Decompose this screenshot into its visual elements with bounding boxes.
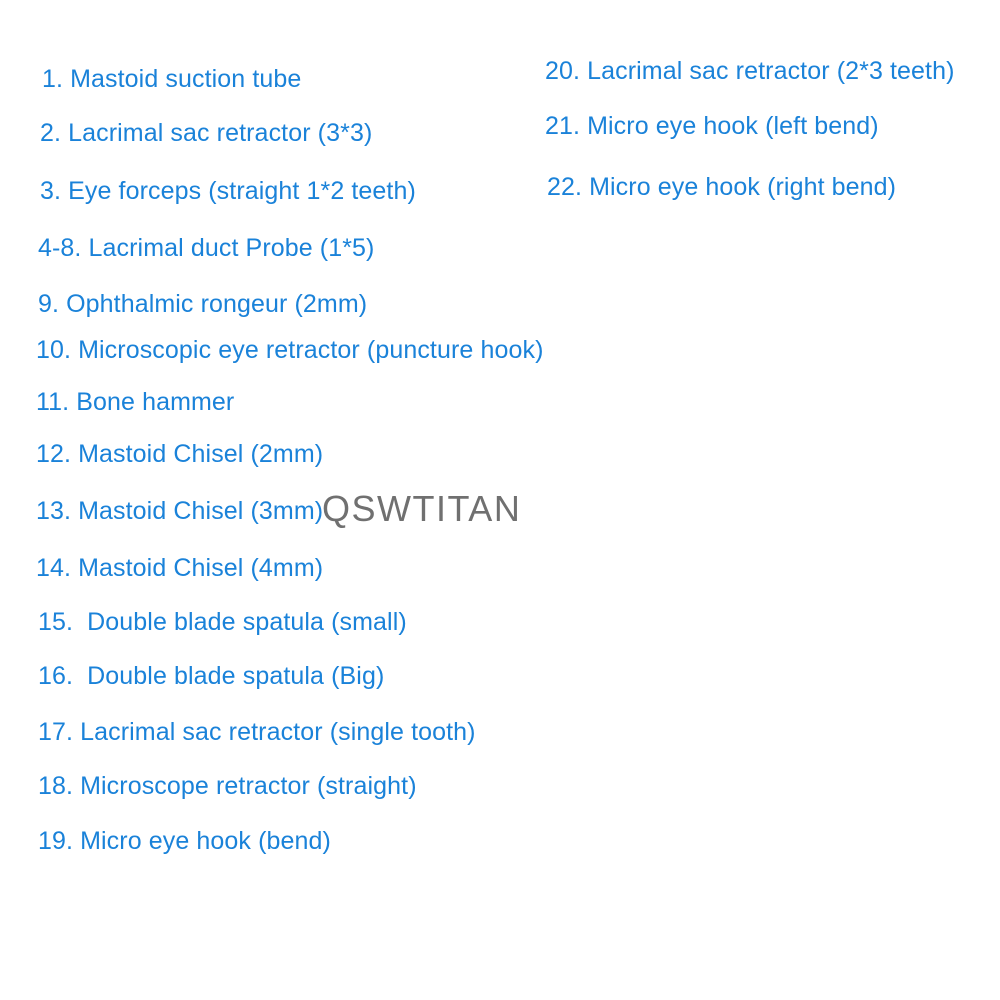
list-item: 15. Double blade spatula (small) bbox=[38, 608, 407, 636]
list-item: 2. Lacrimal sac retractor (3*3) bbox=[40, 119, 373, 147]
list-item: 4-8. Lacrimal duct Probe (1*5) bbox=[38, 234, 375, 262]
list-item: 11. Bone hammer bbox=[36, 388, 235, 416]
list-item: 3. Eye forceps (straight 1*2 teeth) bbox=[40, 177, 416, 205]
list-item: 14. Mastoid Chisel (4mm) bbox=[36, 554, 324, 582]
list-item: 10. Microscopic eye retractor (puncture hook) bbox=[36, 336, 544, 364]
brand-watermark: QSWTITAN bbox=[322, 488, 522, 529]
list-item: 20. Lacrimal sac retractor (2*3 teeth) bbox=[545, 57, 955, 85]
list-item: 22. Micro eye hook (right bend) bbox=[547, 173, 897, 201]
list-item: 13. Mastoid Chisel (3mm) bbox=[36, 497, 324, 525]
list-item: 18. Microscope retractor (straight) bbox=[38, 772, 417, 800]
list-item: 16. Double blade spatula (Big) bbox=[38, 662, 385, 690]
list-item: 12. Mastoid Chisel (2mm) bbox=[36, 440, 324, 468]
list-item: 17. Lacrimal sac retractor (single tooth) bbox=[38, 718, 476, 746]
list-item: 21. Micro eye hook (left bend) bbox=[545, 112, 879, 140]
list-item: 1. Mastoid suction tube bbox=[42, 65, 302, 93]
list-item: 19. Micro eye hook (bend) bbox=[38, 827, 331, 855]
list-item: 9. Ophthalmic rongeur (2mm) bbox=[38, 290, 368, 318]
